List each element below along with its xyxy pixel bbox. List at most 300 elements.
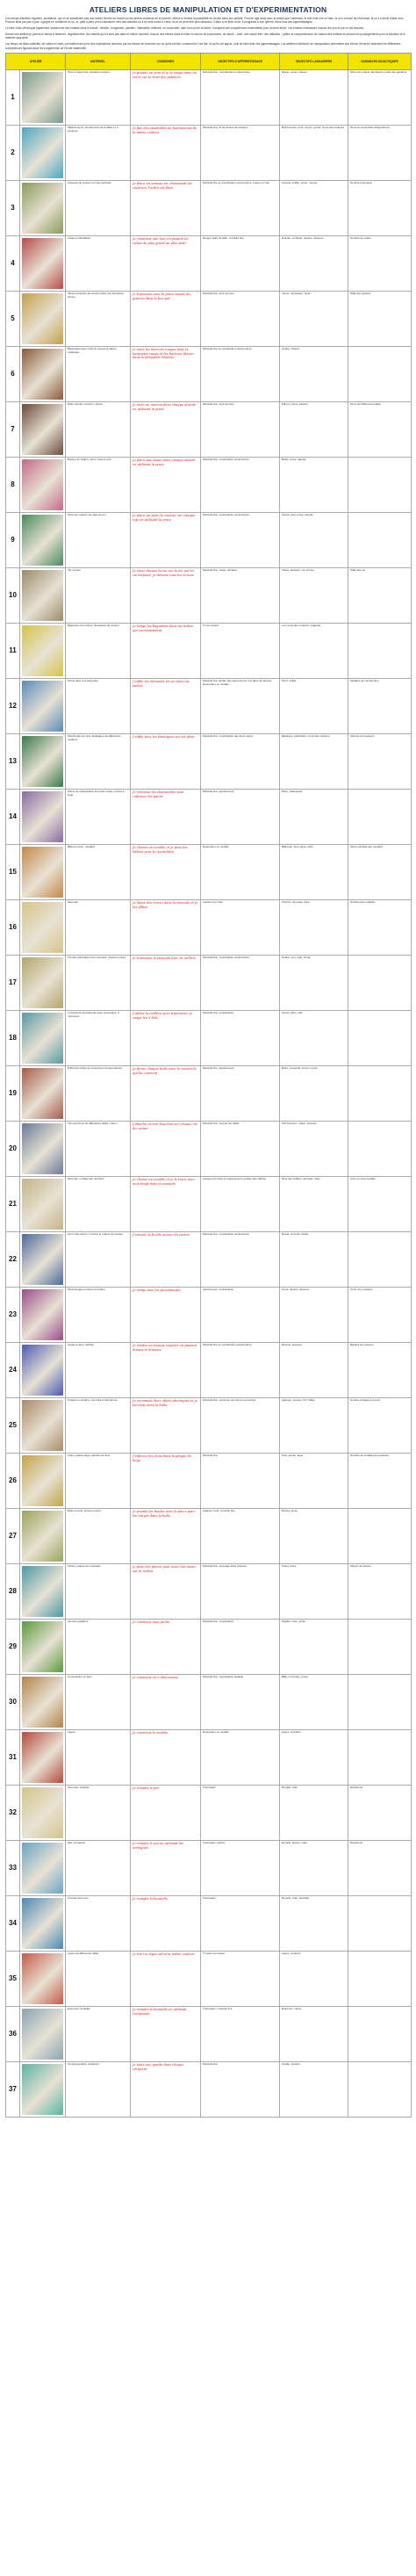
language-cell: Verser, plein, vide	[280, 1010, 348, 1065]
material-cell: Vases compotes de couleur dans une barquette, pinces	[66, 291, 131, 346]
language-cell: Placer, poser, enlever	[280, 69, 348, 125]
atelier-photo-image	[22, 736, 63, 787]
atelier-number: 13	[6, 733, 20, 789]
atelier-photo	[20, 346, 66, 401]
instruction-cell: Je visse chaque écrou sur la vis qui lui correspond. Je dévisse tous les écrous	[131, 567, 201, 623]
atelier-photo	[20, 1563, 66, 1619]
objective-cell: Transvaser, motricité fine	[201, 2006, 280, 2061]
atelier-number: 16	[6, 899, 20, 955]
intro-paragraph: Durant ces ateliers je prends le temps d'observer, régulièrement, les enfants qui ne sont pas dans le même moment, chacun des élèves dans le mise en œuvre de procédures, de savoir – faire, des savoir-être, des attitudes ; j'affine la compréhension de chacun des enfants et prévois les prolongements pour la situation et le matériel approprié.	[5, 32, 405, 40]
atelier-number: 27	[6, 1508, 20, 1563]
table-row	[6, 2006, 412, 2061]
variables-cell: Récipients	[348, 1785, 412, 1840]
table-row	[6, 2061, 412, 2117]
material-cell: Gros tube carton, 2 carrés et rubans de couleur	[66, 1231, 131, 1287]
atelier-number: 17	[6, 955, 20, 1010]
header-language: OBJECTIFS LANGAGIERS	[280, 53, 348, 69]
variables-cell: Bandes de couleurs	[348, 1342, 412, 1397]
language-cell: Remplir, vider	[280, 1785, 348, 1840]
material-cell: Barquettes avec haricots rouges et blancs mélangés	[66, 346, 131, 401]
objective-cell: Motricité fine. Coordination oculomotrice	[201, 69, 280, 125]
instruction-cell: Je mets un marron dans chaque alvéole en utilisant la pince	[131, 401, 201, 457]
variables-cell: Nombre de cubes	[348, 235, 412, 291]
objective-cell: Motricité fine et coordination oculomotrice	[201, 346, 280, 401]
language-cell: Bonhommes, petit, moyen, grand, noms des couleurs	[280, 125, 348, 180]
instruction-cell: Je réalise un tissage régulier en passant dessus et dessous	[131, 1342, 201, 1397]
atelier-photo	[20, 844, 66, 899]
atelier-number: 36	[6, 2006, 20, 2061]
objective-cell: Motricité fine, coordination oculomotrice	[201, 955, 280, 1010]
atelier-number: 7	[6, 401, 20, 457]
atelier-photo-image	[22, 1179, 63, 1230]
atelier-photo-image	[22, 1400, 63, 1451]
intro-paragraph: Le libre choix développe également l'autonomie des enfants dans le travail : décider, s'organiser, planifier, l'intensifier, réfléchir, se concentrer, aller au bout de la tâche. Il acquiert des compétences essentielles pour devenir élève. Les enfants choisissent chacun leur jeu et par un les besoins.	[5, 26, 364, 31]
table-row	[6, 1840, 412, 1895]
atelier-photo-image	[22, 238, 63, 289]
atelier-photo	[20, 1619, 66, 1674]
material-cell: 3 récipients transparents avec couvercles, 3 morceaux	[66, 1010, 131, 1065]
material-cell: Pions de couleur sur tiges de jeu	[66, 512, 131, 567]
objective-cell: Transvaser	[201, 1785, 280, 1840]
variables-cell: Modèles de construction	[348, 678, 412, 733]
objective-cell: Laisser une trace	[201, 899, 280, 955]
table-row	[6, 955, 412, 1010]
material-cell: Anneaux de couleur sur tige verticale	[66, 180, 131, 235]
material-cell: Pions à tiges bois. Gobelets couleur	[66, 69, 131, 125]
atelier-number: 4	[6, 235, 20, 291]
objective-cell: Motricité fine, coordination oculomotrice	[201, 1231, 280, 1287]
language-cell: Graine, trou, pain, chose	[280, 955, 348, 1010]
material-cell: Tire-bouchons de différentes tailles, carton	[66, 1121, 131, 1176]
atelier-photo	[20, 733, 66, 789]
table-row	[6, 69, 412, 125]
objective-cell: Motricité fine, repérer les tailles	[201, 1121, 280, 1176]
atelier-photo-image	[22, 293, 63, 344]
instruction-cell: Je place un pion de couleur sur chaque tige en utilisant la pince	[131, 512, 201, 567]
table-row	[6, 1563, 412, 1619]
language-cell: Graine, haricot	[280, 346, 348, 401]
objective-cell: Motricité fine et coordination oculomotrice, repérer et trier	[201, 180, 280, 235]
table-row	[6, 1453, 412, 1508]
objective-cell: Motricité fine, appariement	[201, 789, 280, 844]
objective-cell: Reproduire un modèle	[201, 1729, 280, 1785]
table-row	[6, 1674, 412, 1729]
atelier-photo-image	[22, 459, 63, 510]
table-row	[6, 235, 412, 291]
language-cell: Bâtonnet, bout, ligne, entre	[280, 844, 348, 899]
atelier-photo-image	[22, 625, 63, 676]
atelier-photo-image	[22, 570, 63, 621]
material-cell: Différents boîtes et couvercles correspondants	[66, 1065, 131, 1121]
variables-cell	[348, 1065, 412, 1121]
atelier-photo	[20, 235, 66, 291]
instruction-cell: Je trie les légos selon la même couleur	[131, 1951, 201, 2006]
atelier-photo-image	[22, 1068, 63, 1119]
material-cell: Semoule	[66, 899, 131, 955]
atelier-number: 21	[6, 1176, 20, 1231]
variables-cell	[348, 955, 412, 1010]
language-cell: Bâtir, construire, poser	[280, 1674, 348, 1729]
table-row	[6, 1508, 412, 1563]
language-cell: Poser, pièce	[280, 1563, 348, 1619]
variables-cell: Taille des graines	[348, 291, 412, 346]
atelier-photo-image	[22, 72, 63, 123]
atelier-photo	[20, 1010, 66, 1065]
atelier-photo-image	[22, 1123, 63, 1174]
instruction-cell: Je remplis le pot	[131, 1785, 201, 1840]
atelier-photo-image	[22, 847, 63, 898]
atelier-number: 3	[6, 180, 20, 235]
atelier-number: 23	[6, 1287, 20, 1342]
objective-cell: Motricité fine, coordination oculomotrice	[201, 512, 280, 567]
table-row	[6, 1065, 412, 1121]
material-cell: Entonnoir, bouteille	[66, 2006, 131, 2061]
atelier-number: 25	[6, 1397, 20, 1453]
atelier-photo-image	[22, 183, 63, 234]
atelier-photo-image	[22, 2009, 63, 2060]
objective-cell: Motricité fine, coordination	[201, 1010, 280, 1065]
atelier-number: 31	[6, 1729, 20, 1785]
table-row	[6, 678, 412, 733]
page-title: ATELIERS LIBRES DE MANIPULATION ET D'EXPERIMENTATION	[89, 5, 327, 14]
atelier-number: 28	[6, 1563, 20, 1619]
material-cell: Planchettes de bois, élastiques de différentes couleurs	[66, 733, 131, 789]
variables-cell	[348, 2006, 412, 2061]
objective-cell: Motricité fine (enfiler des éléments les uns dans les autres). Reproduire un modèle	[201, 678, 280, 733]
intro-paragraph: Les temps de bilan collectifs, de mises en mots, permettent aux jeux des explications données par les élèves de recentrer sur ce qu'ils ont fait, comment ils l'ont fait, ce qu'ils ont appris, puis de faire avec les apprentissages. Les ateliers individuels de manipulation permettent aux élèves d'exercer aisément les différentes compétences figurant dans les programmes de l'école maternelle.	[5, 42, 401, 50]
language-cell: Picot, enfiler	[280, 678, 348, 733]
variables-cell	[348, 623, 412, 678]
workshop-table	[5, 53, 412, 2118]
variables-cell: Nombre des modèles	[348, 899, 412, 955]
variables-cell: Nombre d'objets à trouver	[348, 1397, 412, 1453]
objective-cell: Laisser une trace et représenter le graphe des chiffres	[201, 1176, 280, 1231]
language-cell: Élastique, planchette, noms des couleurs	[280, 733, 348, 789]
instruction-cell: Je choisis un modèle et je le trace avec mon doigt dans la semoule	[131, 1176, 201, 1231]
table-row	[6, 1287, 412, 1342]
objective-cell: Transvaser, aspirer	[201, 1840, 280, 1895]
atelier-photo	[20, 1231, 66, 1287]
table-row	[6, 733, 412, 789]
atelier-number: 19	[6, 1065, 20, 1121]
instruction-cell: Je range tous les personnages	[131, 1287, 201, 1342]
atelier-photo	[20, 789, 66, 844]
instruction-cell: J'enroule la ficelle autour du carton	[131, 1231, 201, 1287]
variables-cell	[348, 1674, 412, 1729]
atelier-number: 9	[6, 512, 20, 567]
language-cell: Légos, emboîter	[280, 1729, 348, 1785]
atelier-photo-image	[22, 791, 63, 842]
atelier-photo	[20, 457, 66, 512]
atelier-photo	[20, 1729, 66, 1785]
objective-cell: Motricité fine, tri de formes de couleurs	[201, 125, 280, 180]
atelier-photo-image	[22, 2064, 63, 2115]
table-row	[6, 346, 412, 401]
material-cell: Semoule, modèle des numéros	[66, 1176, 131, 1231]
atelier-number: 1	[6, 69, 20, 125]
atelier-photo	[20, 678, 66, 733]
material-cell: Picots dans une barquette	[66, 678, 131, 733]
objective-cell: Transvaser	[201, 1895, 280, 1951]
objective-cell: Motricité fine, visser, dévisser	[201, 567, 280, 623]
instruction-cell: Je place une boule dans chaque alvéole en utilisant la pince	[131, 457, 201, 512]
atelier-photo-image	[22, 1566, 63, 1617]
variables-cell	[348, 1010, 412, 1065]
header-atelier: ATELIER	[6, 53, 66, 69]
variables-cell: Pince de différentes tailles	[348, 401, 412, 457]
atelier-number: 35	[6, 1951, 20, 2006]
table-row	[6, 291, 412, 346]
instruction-cell: J'utilise la cuillère pour transvaser, je range les 3 bols	[131, 1010, 201, 1065]
material-cell: Vis, écrous	[66, 567, 131, 623]
variables-cell: Choix des couleurs	[348, 1287, 412, 1342]
atelier-photo-image	[22, 1455, 63, 1506]
atelier-number: 24	[6, 1342, 20, 1397]
atelier-number: 10	[6, 567, 20, 623]
variables-cell: Noms et ensembles d'algorithmes	[348, 125, 412, 180]
language-cell: Boîte, couvercle, fermer, ouvrir	[280, 1065, 348, 1121]
language-cell: Anneau, enfiler, entrer, monter	[280, 180, 348, 235]
material-cell: Cubes emboîtables	[66, 235, 131, 291]
language-cell: Nœud, enrouler, ficelle	[280, 1231, 348, 1287]
atelier-photo	[20, 1785, 66, 1840]
instruction-cell: Je place un anneau en choisissant les couleurs, l'ordre est libre	[131, 180, 201, 235]
instruction-cell: Je construis le modèle	[131, 1729, 201, 1785]
table-row	[6, 1951, 412, 2006]
atelier-photo	[20, 1397, 66, 1453]
atelier-photo	[20, 291, 66, 346]
table-row	[6, 1397, 412, 1453]
instruction-cell: Je prends un pion et je la range dans un verre sur le bord des gobelets	[131, 69, 201, 125]
atelier-number: 12	[6, 678, 20, 733]
atelier-photo-image	[22, 349, 63, 400]
instruction-cell: Je construis en 3 dimensions	[131, 1674, 201, 1729]
table-row	[6, 180, 412, 235]
material-cell: Semoule, récipient	[66, 1785, 131, 1840]
table-row	[6, 1121, 412, 1176]
atelier-photo-image	[22, 1289, 63, 1340]
language-cell: Goutte, presser	[280, 2061, 348, 2117]
table-row	[6, 1895, 412, 1951]
atelier-photo-image	[22, 681, 63, 732]
atelier-photo	[20, 2061, 66, 2117]
language-cell: Grand, petit, pince, alvéole	[280, 512, 348, 567]
language-cell: Visser, dévisser, vis, écrous	[280, 567, 348, 623]
variables-cell	[348, 1231, 412, 1287]
atelier-number: 8	[6, 457, 20, 512]
atelier-number: 11	[6, 623, 20, 678]
atelier-photo	[20, 623, 66, 678]
variables-cell	[348, 1729, 412, 1785]
language-cell: Remplir, aspirer, vider	[280, 1840, 348, 1895]
atelier-photo-image	[22, 127, 63, 178]
material-cell: Personnages porteurs à couleur	[66, 1287, 131, 1342]
instruction-cell: Je transvase avec la pince toutes les graines dans le bon pot	[131, 291, 201, 346]
atelier-photo-image	[22, 1013, 63, 1064]
header-instruction: CONSIGNES	[131, 53, 201, 69]
material-cell: Construction en bois	[66, 1674, 131, 1729]
material-cell: Eau, seringues	[66, 1840, 131, 1895]
objective-cell: Tri selon la couleur	[201, 1951, 280, 2006]
language-cell: Tire-bouchon, visser, dévisser	[280, 1121, 348, 1176]
atelier-photo	[20, 1951, 66, 2006]
atelier-photo-image	[22, 1787, 63, 1838]
atelier-photo	[20, 955, 66, 1010]
atelier-photo	[20, 125, 66, 180]
material-cell: Légos de différentes tailles	[66, 1951, 131, 2006]
material-cell: Cartes à lacer, bandes	[66, 1342, 131, 1397]
atelier-number: 5	[6, 291, 20, 346]
objective-cell: Ranger selon la taille, motricité fine	[201, 235, 280, 291]
atelier-number: 15	[6, 844, 20, 899]
atelier-number: 22	[6, 1231, 20, 1287]
instruction-cell: J'attache un tire-bouchon sur chaque vis du carton	[131, 1121, 201, 1176]
material-cell: Cuvette avec eau	[66, 1895, 131, 1951]
instruction-cell: Je laisse des traces dans la semoule et je les efface	[131, 899, 201, 955]
table-row	[6, 1785, 412, 1840]
variables-cell	[348, 1121, 412, 1176]
header-objective: OBJECTIFS D'APPRENTISSAGE	[201, 53, 280, 69]
language-cell: Boule, pince, alvéole	[280, 457, 348, 512]
variables-cell: Avec ou sans modèle	[348, 1176, 412, 1231]
table-row	[6, 844, 412, 899]
table-row	[6, 623, 412, 678]
objective-cell: Motricité fine, coordination	[201, 1619, 280, 1674]
atelier-photo-image	[22, 404, 63, 455]
instruction-cell: Je construis mon jardin	[131, 1619, 201, 1674]
table-row	[6, 1342, 412, 1397]
objective-cell: Motricité fine, appariement	[201, 1065, 280, 1121]
atelier-photo	[20, 1121, 66, 1176]
variables-cell	[348, 1508, 412, 1563]
atelier-number: 37	[6, 2061, 20, 2117]
objective-cell: Motricité fine, percevoir une forme au toucher	[201, 1397, 280, 1453]
variables-cell	[348, 1951, 412, 2006]
instruction-cell: Je prends les boules avec la pince pour les ranger dans la boîte	[131, 1508, 201, 1563]
atelier-photo	[20, 1674, 66, 1729]
table-row	[6, 899, 412, 955]
objective-cell: Tri de couleur	[201, 623, 280, 678]
language-cell: Chemin, semoule, trace	[280, 899, 348, 955]
variables-cell	[348, 2061, 412, 2117]
atelier-photo	[20, 1508, 66, 1563]
material-cell: Boîte d'œufs, marrons, pinces	[66, 401, 131, 457]
instruction-cell: Je retrouve les chaussettes pour reformer les paires	[131, 789, 201, 844]
table-row	[6, 1729, 412, 1785]
atelier-photo-image	[22, 1511, 63, 1562]
material-cell: Paires de chaussettes de toutes sortes, pinces à linge	[66, 789, 131, 844]
atelier-photo	[20, 899, 66, 955]
atelier-photo-image	[22, 1621, 63, 1672]
variables-cell: Alterner les couleurs	[348, 733, 412, 789]
atelier-photo	[20, 1453, 66, 1508]
atelier-photo-image	[22, 1345, 63, 1396]
atelier-photo	[20, 401, 66, 457]
table-row	[6, 125, 412, 180]
atelier-photo	[20, 180, 66, 235]
table-row	[6, 789, 412, 844]
instruction-cell: Je transvase la semoule avec la cuillère	[131, 955, 201, 1010]
atelier-photo	[20, 1840, 66, 1895]
atelier-photo-image	[22, 1953, 63, 2004]
atelier-number: 6	[6, 346, 20, 401]
objective-cell: Motricité fine, coordination des deux mains	[201, 733, 280, 789]
instruction-cell: Je pose des pièces pour avoir des vases sur le carton	[131, 1563, 201, 1619]
atelier-photo-image	[22, 1234, 63, 1285]
objective-cell: Motricité fine, organisation spatiale	[201, 1674, 280, 1729]
atelier-photo	[20, 69, 66, 125]
material-cell: Légos	[66, 1729, 131, 1785]
objective-cell: Motricité fine	[201, 1453, 280, 1508]
material-cell: Compte-gouttes, récipients	[66, 2061, 131, 2117]
variables-cell	[348, 346, 412, 401]
instruction-cell: J'enfile les éléments les un dans les autres	[131, 678, 201, 733]
atelier-photo	[20, 1895, 66, 1951]
table-row	[6, 512, 412, 567]
variables-cell: Récipients	[348, 1840, 412, 1895]
material-cell: Baguettes de couleur, barquettes de couleur	[66, 623, 131, 678]
instruction-cell: Je ferme chaque boîte avec le couvercle qui lui convient	[131, 1065, 201, 1121]
table-row	[6, 1619, 412, 1674]
objective-cell: Motricité fine	[201, 2061, 280, 2117]
language-cell: Les noms des couleurs, baguette	[280, 623, 348, 678]
variables-cell	[348, 1619, 412, 1674]
atelier-number: 2	[6, 125, 20, 180]
language-cell: Paire, chaussette	[280, 789, 348, 844]
material-cell: Boîte à œufs, pinces à sucre	[66, 1508, 131, 1563]
table-row	[6, 1231, 412, 1287]
material-cell: Bâtons et lien, modèles	[66, 844, 131, 899]
atelier-number: 34	[6, 1895, 20, 1951]
atelier-number: 14	[6, 789, 20, 844]
material-cell: Clous, plaque liège, planche de bois	[66, 1453, 131, 1508]
atelier-photo	[20, 1287, 66, 1342]
language-cell: Boules, pince	[280, 1508, 348, 1563]
instruction-cell: Je remplis la bouteille	[131, 1895, 201, 1951]
header-material: MATERIEL	[66, 53, 131, 69]
atelier-photo-image	[22, 1843, 63, 1894]
language-cell: Empiler, emboîter, dessus, dessous	[280, 235, 348, 291]
atelier-photo	[20, 567, 66, 623]
material-cell: Jeu des papillons	[66, 1619, 131, 1674]
language-cell: Dessus, dessous	[280, 1342, 348, 1397]
objective-cell: Appariement, coordination	[201, 1287, 280, 1342]
language-cell: Remplir, vider, bouteille	[280, 1895, 348, 1951]
atelier-photo	[20, 1065, 66, 1121]
language-cell: Lacet, dessus, dessous	[280, 1287, 348, 1342]
instruction-cell: J'enfile tous les élastiques sur les plots	[131, 733, 201, 789]
objective-cell: Adapter l'outil, motricité fine	[201, 1508, 280, 1563]
language-cell: Nom des chiffres, semoule, trace	[280, 1176, 348, 1231]
material-cell: Boules de cotillon, pince, boîte à œuf	[66, 457, 131, 512]
language-cell: Papillon, fleur, jardin	[280, 1619, 348, 1674]
atelier-photo-image	[22, 902, 63, 953]
language-cell: Appuyer, presser, fort, faible	[280, 1397, 348, 1453]
objective-cell: Motricité fine, coordination oculomotrice	[201, 457, 280, 512]
objective-cell: Reproduire un modèle	[201, 844, 280, 899]
language-cell: Marron, pince, alvéole	[280, 401, 348, 457]
atelier-number: 33	[6, 1840, 20, 1895]
atelier-number: 18	[6, 1010, 20, 1065]
instruction-cell: J'enfonce les clous dans la plaque de liège	[131, 1453, 201, 1508]
objective-cell: Motricité fine et coordination oculomotrice	[201, 1342, 280, 1397]
material-cell: 2 boîtes identiques avec semoule, grosses pinces	[66, 955, 131, 1010]
atelier-photo	[20, 1342, 66, 1397]
atelier-photo-image	[22, 957, 63, 1008]
atelier-number: 20	[6, 1121, 20, 1176]
instruction-cell: Je construis une tour en posant les cubes de plus grand au plus petit	[131, 235, 201, 291]
instruction-cell: Je range les baguettes dans les boîtes qui correspondent	[131, 623, 201, 678]
